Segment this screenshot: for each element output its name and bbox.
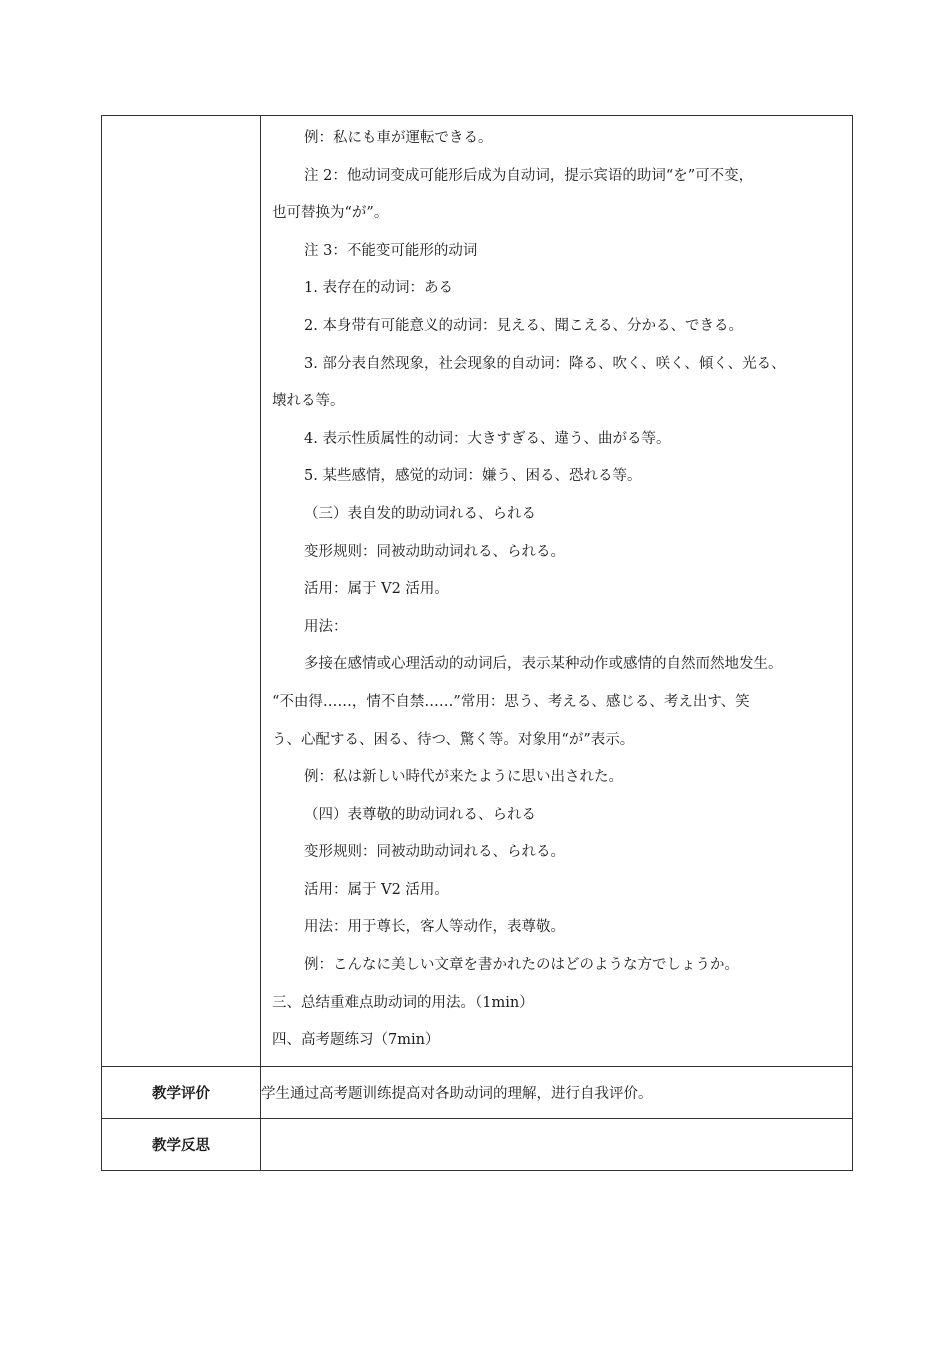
content-line: 1. 表存在的动词：ある: [304, 280, 453, 297]
content-line: 壊れる等。: [272, 393, 345, 410]
content-line: 变形规则：同被动助动词れる、られる。: [304, 844, 565, 861]
content-line: 5. 某些感情，感觉的动词：嫌う、困る、恐れる等。: [304, 468, 642, 485]
content-line: 4. 表示性质属性的动词：大きすぎる、違う、曲がる等。: [304, 430, 671, 447]
section-heading: （三）表自发的助动词れる、られる: [304, 505, 536, 522]
content-line: 用法：: [304, 618, 348, 635]
evaluation-text: 学生通过高考题训练提高对各助动词的理解，进行自我评价。: [261, 1066, 853, 1118]
content-line: “不由得……，情不自禁……”常用：思う、考える、感じる、考え出す、笑: [272, 693, 750, 710]
content-line: 活用：属于 V2 活用。: [304, 881, 449, 898]
content-line: 例：私は新しい時代が来たように思い出された。: [304, 769, 623, 786]
reflection-label: 教学反思: [102, 1118, 261, 1170]
content-line: 2. 本身带有可能意义的动词：見える、聞こえる、分かる、できる。: [304, 317, 743, 334]
section-heading: 四、高考题练习（7min）: [272, 1032, 440, 1049]
content-line: 也可替换为“が”。: [272, 205, 389, 222]
content-line: う、心配する、困る、待つ、驚く等。对象用“が”表示。: [272, 731, 635, 748]
content-row: [102, 116, 853, 1067]
empty-label-cell: [102, 116, 261, 1067]
content-line: 例：こんなに美しい文章を書かれたのはどのような方でしょうか。: [304, 957, 739, 974]
lesson-plan-table: [101, 115, 853, 1171]
content-cell: [261, 116, 853, 1067]
reflection-row: [102, 1118, 853, 1170]
section-heading: （四）表尊敬的助动词れる、られる: [304, 806, 536, 823]
content-line: 多接在感情或心理活动的动词后，表示某种动作或感情的自然而然地发生。: [304, 656, 783, 673]
content-line: 例：私にも車が運転できる。: [304, 130, 493, 146]
evaluation-label: 教学评价: [102, 1066, 261, 1118]
content-line: 注 3：不能变可能形的动词: [304, 242, 478, 259]
section-heading: 三、总结重难点助动词的用法。（1min）: [272, 994, 534, 1011]
content-line: 变形规则：同被动助动词れる、られる。: [304, 543, 565, 560]
content-line: 3. 部分表自然现象，社会现象的自动词：降る、吹く、咲く、傾く、光る、: [304, 355, 786, 372]
content-line: 注 2：他动词变成可能形后成为自动词，提示宾语的助词“を”可不变，: [304, 167, 754, 184]
content-line: 用法：用于尊长，客人等动作，表尊敬。: [304, 919, 565, 936]
reflection-text: [261, 1118, 853, 1170]
content-line: 活用：属于 V2 活用。: [304, 581, 449, 598]
evaluation-row: [102, 1066, 853, 1118]
